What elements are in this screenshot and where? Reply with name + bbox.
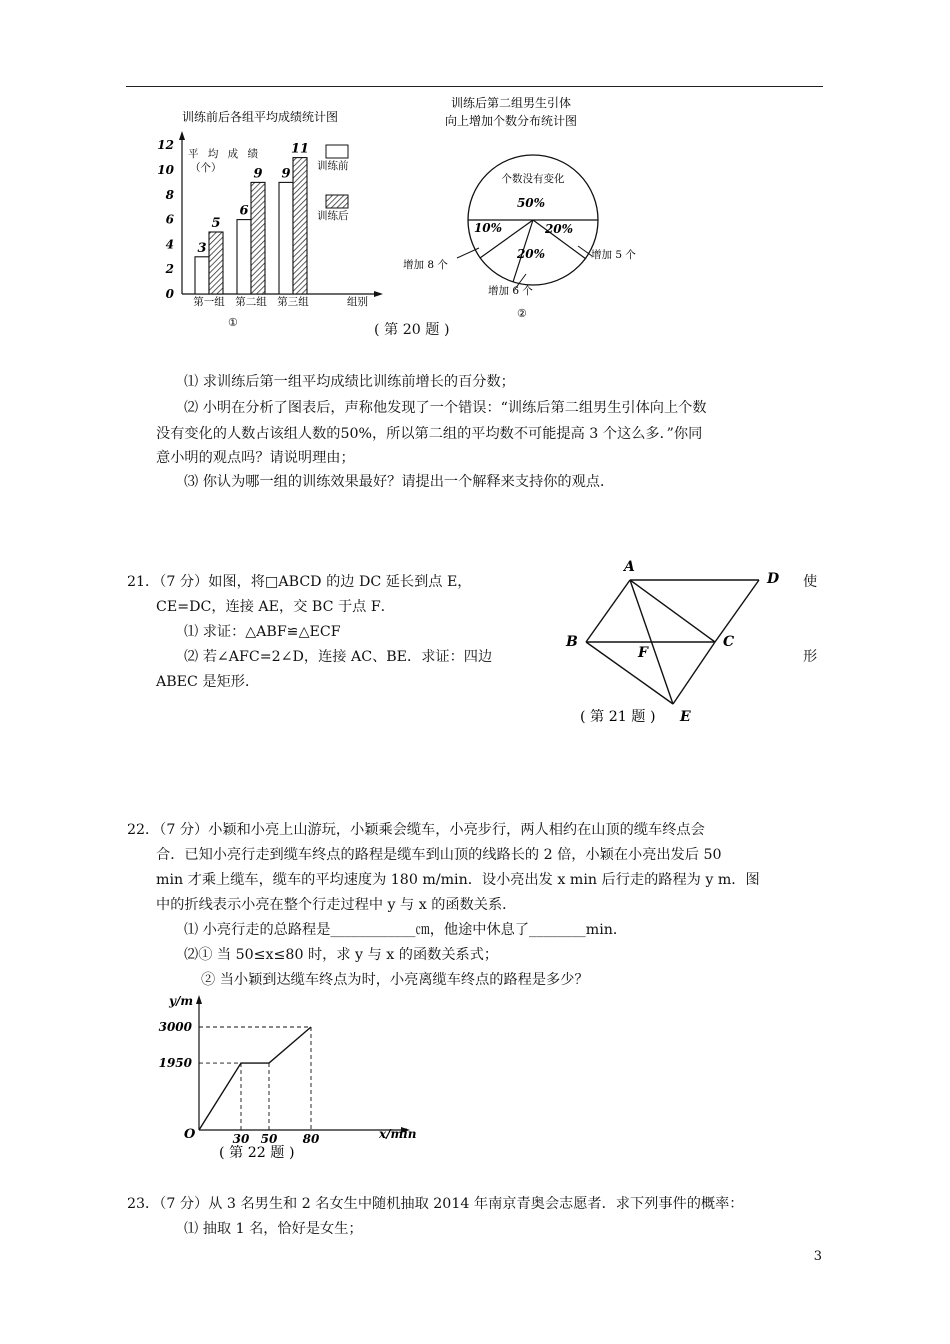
point-F: F — [638, 645, 648, 661]
bar-y-tick-0: 0 — [165, 287, 174, 301]
pie-chart-title-line1: 训练后第二组男生引体 — [450, 96, 572, 110]
q21-line1-right: 使 — [803, 574, 818, 590]
legend-before-swatch — [326, 145, 348, 158]
bar-chart-marker: ① — [228, 316, 238, 329]
pie-chart-title-line2: 向上增加个数分布统计图 — [444, 114, 578, 128]
q22-guide-lines — [199, 1027, 311, 1130]
q20-sub3: ⑶ 你认为哪一组的训练效果最好？请提出一个解释来支持你的观点． — [184, 474, 615, 490]
bar-before-label-1: 3 — [197, 240, 207, 256]
bar-category-3: 第三组 — [277, 296, 309, 308]
bar-category-2: 第二组 — [235, 296, 267, 308]
bar-chart-categories — [193, 295, 309, 308]
q21-sub1: ⑴ 求证：△ABF≌△ECF — [184, 624, 341, 640]
q22-origin: O — [184, 1127, 196, 1142]
point-E: E — [680, 709, 691, 725]
segment-AC — [630, 580, 715, 642]
q22-ylabel: y/m — [169, 994, 194, 1008]
segment-AB — [586, 580, 630, 642]
q22-graph — [155, 990, 425, 1165]
pie-chart — [395, 90, 655, 330]
bar-chart-yunit: （个） — [190, 162, 222, 174]
bar-after-label-2: 9 — [253, 166, 263, 182]
q23-sub1: ⑴ 抽取 1 名，恰好是女生； — [184, 1221, 363, 1237]
q22-sub2b: ② 当小颖到达缆车终点为时，小亮离缆车终点的路程是多少？ — [201, 972, 589, 988]
q22-line1: 22．（7 分）小颖和小亮上山游玩，小颖乘会缆车，小亮步行，两人相约在山顶的缆车终点会 — [127, 822, 705, 838]
q21-sub2: ⑵ 若∠AFC=2∠D，连接 AC、BE．求证：四边 — [184, 649, 493, 665]
legend-before-label: 训练前 — [317, 160, 349, 172]
pie-label-6: 增加 6 个 — [488, 285, 533, 297]
page-number: 3 — [813, 1249, 822, 1264]
bar-y-tick-4: 4 — [165, 237, 174, 252]
pie-leader-8 — [457, 248, 479, 258]
q20-sub2-line1: ⑵ 小明在分析了图表后，声称他发现了一个错误：“训练后第二组男生引体向上个数 — [184, 400, 707, 416]
q21-line2: CE=DC，连接 AE，交 BC 于点 F． — [156, 599, 395, 615]
bar-before-label-3: 9 — [281, 166, 291, 182]
bar-chart — [150, 100, 410, 340]
q22-tick-labels — [159, 1020, 320, 1146]
q23-line1: 23．（7 分）从 3 名男生和 2 名女生中随机抽取 2014 年南京青奥会志愿者．求下列事件的概率： — [127, 1196, 744, 1212]
q22-ytick-3000: 3000 — [158, 1020, 192, 1035]
point-C: C — [723, 634, 735, 650]
segment-CE — [673, 642, 715, 704]
bar-before-1 — [195, 257, 209, 294]
bar-y-tick-10: 10 — [157, 163, 174, 177]
q20-sub2-line3: 意小明的观点吗？请说明理由； — [156, 450, 355, 466]
q21-sub2-right: 形 — [803, 649, 818, 665]
point-A: A — [624, 559, 635, 575]
q21-figure — [555, 552, 805, 732]
pie-left-pct: 10% — [473, 221, 503, 235]
q22-xtick-80: 80 — [302, 1132, 320, 1146]
bar-chart-x-arrow — [374, 291, 383, 297]
pie-chart-marker: ② — [517, 307, 527, 320]
bar-after-2 — [251, 182, 265, 294]
segment-BE — [586, 642, 673, 704]
pie-label-5: 增加 5 个 — [591, 249, 636, 261]
bar-y-tick-2: 2 — [165, 262, 174, 277]
point-B: B — [566, 634, 578, 650]
q20-sub2-line2: 没有变化的人数占该组人数的50%，所以第二组的平均数不可能提高 3 个这么多．”你同 — [156, 426, 703, 442]
point-D: D — [767, 571, 780, 587]
bar-after-label-3: 11 — [290, 141, 310, 157]
q20-caption: ( 第 20 题 ) — [374, 322, 450, 338]
bar-y-tick-6: 6 — [165, 212, 174, 227]
bar-chart-xlabel: 组别 — [347, 296, 368, 308]
bar-after-label-1: 5 — [211, 216, 221, 231]
q21-line5: ABEC 是矩形． — [156, 674, 260, 690]
q22-sub2a: ⑵① 当 50≤x≤80 时，求 y 与 x 的函数关系式； — [184, 947, 499, 963]
q22-y-arrow — [196, 995, 202, 1004]
q22-caption: ( 第 22 题 ) — [219, 1145, 295, 1161]
bar-chart-title: 训练前后各组平均成绩统计图 — [181, 110, 339, 124]
pie-label-8: 增加 8 个 — [403, 259, 448, 271]
pie-top-label: 个数没有变化 — [501, 173, 565, 185]
bar-y-tick-8: 8 — [165, 187, 174, 202]
pie-top-pct: 50% — [516, 196, 546, 210]
q22-sub1: ⑴ 小亮行走的总路程是____________㎝，他途中休息了________min． — [184, 922, 628, 938]
bar-after-3 — [293, 158, 307, 294]
bar-after-1 — [209, 232, 223, 294]
bar-chart-ylabel: 平 均 成 绩 — [188, 148, 262, 160]
q22-line3: min 才乘上缆车，缆车的平均速度为 180 m/min．设小亮出发 x min 后行走的路程为 y m．图 — [156, 872, 760, 888]
q21-line1: 21．（7 分）如图，将□ABCD 的边 DC 延长到点 E， — [127, 574, 472, 590]
q22-line4: 中的折线表示小亮在整个行走过程中 y 与 x 的函数关系． — [156, 897, 517, 913]
q21-caption: ( 第 21 题 ) — [580, 709, 656, 725]
legend-after-swatch — [326, 195, 348, 208]
q22-xtick-50: 50 — [260, 1132, 278, 1146]
q22-xlabel: x/min — [379, 1127, 417, 1141]
bar-before-label-2: 6 — [239, 203, 249, 219]
segment-DC — [715, 580, 759, 642]
q22-line2: 合．已知小亮行走到缆车终点的路程是缆车到山顶的线路长的 2 倍，小颖在小亮出发后 50 — [156, 847, 722, 863]
bar-y-tick-12: 12 — [157, 138, 174, 153]
bar-category-1: 第一组 — [193, 296, 225, 308]
legend-after-label: 训练后 — [317, 210, 349, 222]
bar-chart-y-arrow — [179, 131, 185, 140]
q22-xtick-30: 30 — [232, 1132, 250, 1146]
pie-right-pct: 20% — [544, 222, 574, 236]
q22-ytick-1950: 1950 — [158, 1056, 192, 1071]
header-rule — [126, 86, 823, 87]
q22-polyline — [199, 1027, 311, 1130]
bar-before-3 — [279, 182, 293, 294]
pie-bottom-pct: 20% — [516, 247, 546, 261]
q20-sub1: ⑴ 求训练后第一组平均成绩比训练前增长的百分数； — [184, 374, 515, 390]
bar-before-2 — [237, 220, 251, 294]
bar-chart-y-ticks — [157, 138, 174, 301]
